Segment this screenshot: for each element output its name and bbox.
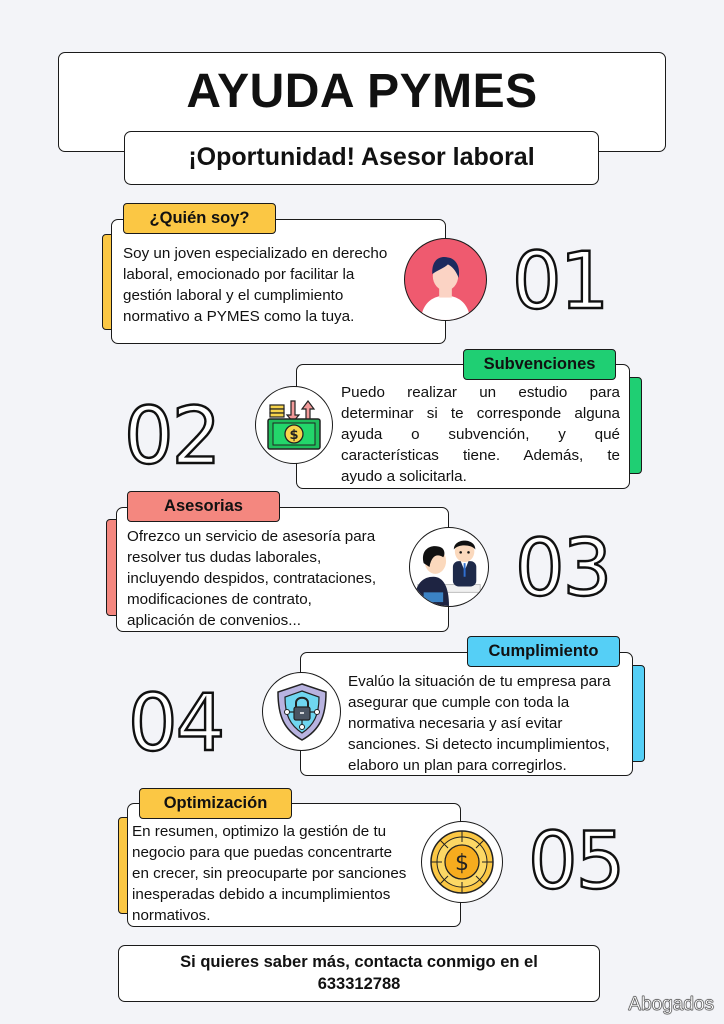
section-text: En resumen, optimizo la gestión de tu negocio para que puedas concentrarte en crecer, sin preocuparte por sanciones inesperadas debido a incumplimientos normativos. xyxy=(132,823,407,924)
page-subtitle: ¡Oportunidad! Asesor laboral xyxy=(188,143,535,171)
section-tag: Optimización xyxy=(139,788,292,819)
security-shield-lock-icon xyxy=(262,672,341,751)
section-number: 05 xyxy=(528,817,624,907)
svg-text:$: $ xyxy=(289,428,299,443)
page-title: AYUDA PYMES xyxy=(186,65,538,118)
section-text: Evalúo la situación de tu empresa para asegurar que cumple con toda la normativa necesaria y así evitar sanciones. Si detecto incumplimientos, elaboro un plan para corregirlos. xyxy=(348,673,611,774)
consultation-meeting-icon xyxy=(409,527,489,607)
section-tag: Asesorias xyxy=(127,491,280,522)
contact-message: Si quieres saber más, contacta conmigo en el xyxy=(180,953,538,971)
section-number: 01 xyxy=(512,237,608,327)
section-tag: ¿Quién soy? xyxy=(123,203,276,234)
section-number: 03 xyxy=(515,524,611,614)
contact-text xyxy=(118,951,600,995)
section-tag: Subvenciones xyxy=(463,349,616,380)
section-text: Puedo realizar un estudio para determinar si te corresponde alguna ayuda o subvención, y qué características tiene. Además, te ayudo a solicitarla. xyxy=(341,384,620,485)
section-text: Soy un joven especializado en derecho laboral, emocionado por facilitar la gestión laboral y el cumplimiento normativo a PYMES como la tuya. xyxy=(123,245,388,325)
section-tag: Cumplimiento xyxy=(467,636,620,667)
section-number: 04 xyxy=(128,679,224,769)
contact-phone: 633312788 xyxy=(317,975,401,993)
dollar-coin-icon xyxy=(421,821,503,903)
svg-text:$: $ xyxy=(455,851,469,876)
person-avatar-icon xyxy=(404,238,487,321)
section-text: Ofrezco un servicio de asesoría para resolver tus dudas laborales, incluyendo despidos, contrataciones, modificaciones de contrato, aplicación de convenios... xyxy=(127,528,377,629)
money-transfer-icon xyxy=(255,386,333,464)
section-number: 02 xyxy=(124,392,220,482)
watermark-text: Abogados xyxy=(628,994,714,1015)
